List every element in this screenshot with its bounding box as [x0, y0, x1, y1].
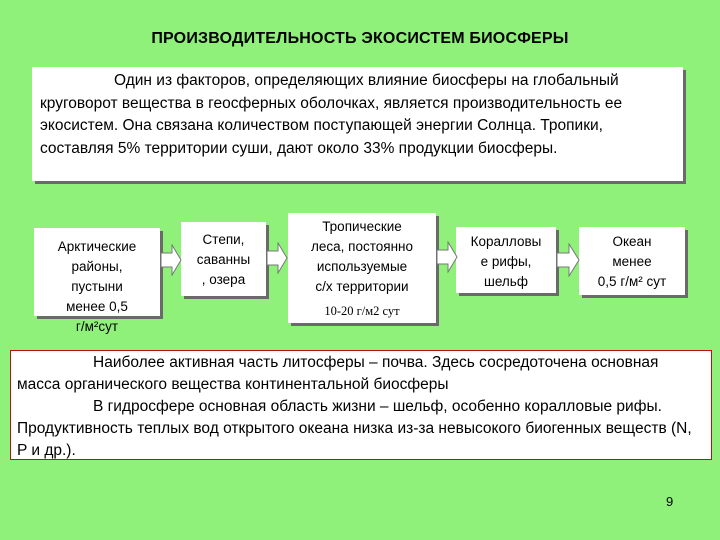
box-line: менее — [612, 254, 652, 269]
box-steppes-savannas — [181, 222, 266, 296]
arrow-right-icon — [436, 241, 458, 273]
summary-text-box — [10, 350, 712, 460]
box-arctic-deserts — [34, 228, 160, 334]
intro-text-box — [32, 67, 683, 181]
box-line: Коралловы — [470, 234, 542, 249]
box-line: 0,5 г/м² сут — [597, 274, 667, 289]
arrow-right-icon — [160, 244, 182, 276]
box-ocean — [579, 227, 685, 295]
box-line: г/м²сут — [75, 319, 119, 334]
box-line: е рифы, — [480, 254, 532, 269]
box-line: саванны — [196, 252, 251, 267]
box-line: шельф — [484, 274, 528, 289]
box-line: , озера — [201, 272, 246, 287]
box-coral-reefs — [456, 227, 556, 293]
arrow-right-icon — [556, 243, 580, 277]
box-line: используемые — [316, 259, 408, 274]
summary-paragraph-soil: Наиболее активная часть литосферы – почва. Здесь сосредоточена основная масса органического вещества континентальной биосферы — [17, 354, 659, 393]
box-line: Тропические — [322, 219, 402, 234]
page-title: ПРОИЗВОДИТЕЛЬНОСТЬ ЭКОСИСТЕМ БИОСФЕРЫ — [151, 30, 569, 47]
box-line: Океан — [612, 234, 652, 249]
box-line: с/х территории — [315, 279, 409, 294]
box-line: Арктические — [57, 239, 137, 254]
page-number: 9 — [666, 494, 674, 509]
box-productivity-unit: 10-20 г/м2 сут — [324, 304, 400, 318]
intro-paragraph: Один из факторов, определяющих влияние биосферы на глобальный круговорот вещества в геосферных оболочках, является производительность ее экосистем. Она связана количеством поступающей энергии Солнца. Тропики, составляя 5% территории суши, дают около 33% продукции биосферы. — [40, 72, 623, 157]
box-tropical-forests — [288, 213, 436, 323]
box-line: леса, постоянно — [311, 239, 413, 254]
box-line: районы, — [71, 259, 123, 274]
box-line: Степи, — [202, 232, 245, 247]
summary-paragraph-hydrosphere: В гидросфере основная область жизни – шельф, особенно коралловые рифы. Продуктивность теплых вод открытого океана низка из-за невысокого биогенных веществ (N, P и др.). — [17, 398, 692, 459]
arrow-right-icon — [266, 242, 288, 274]
box-line: пустыни — [71, 279, 123, 294]
box-line: менее 0,5 — [66, 299, 128, 314]
